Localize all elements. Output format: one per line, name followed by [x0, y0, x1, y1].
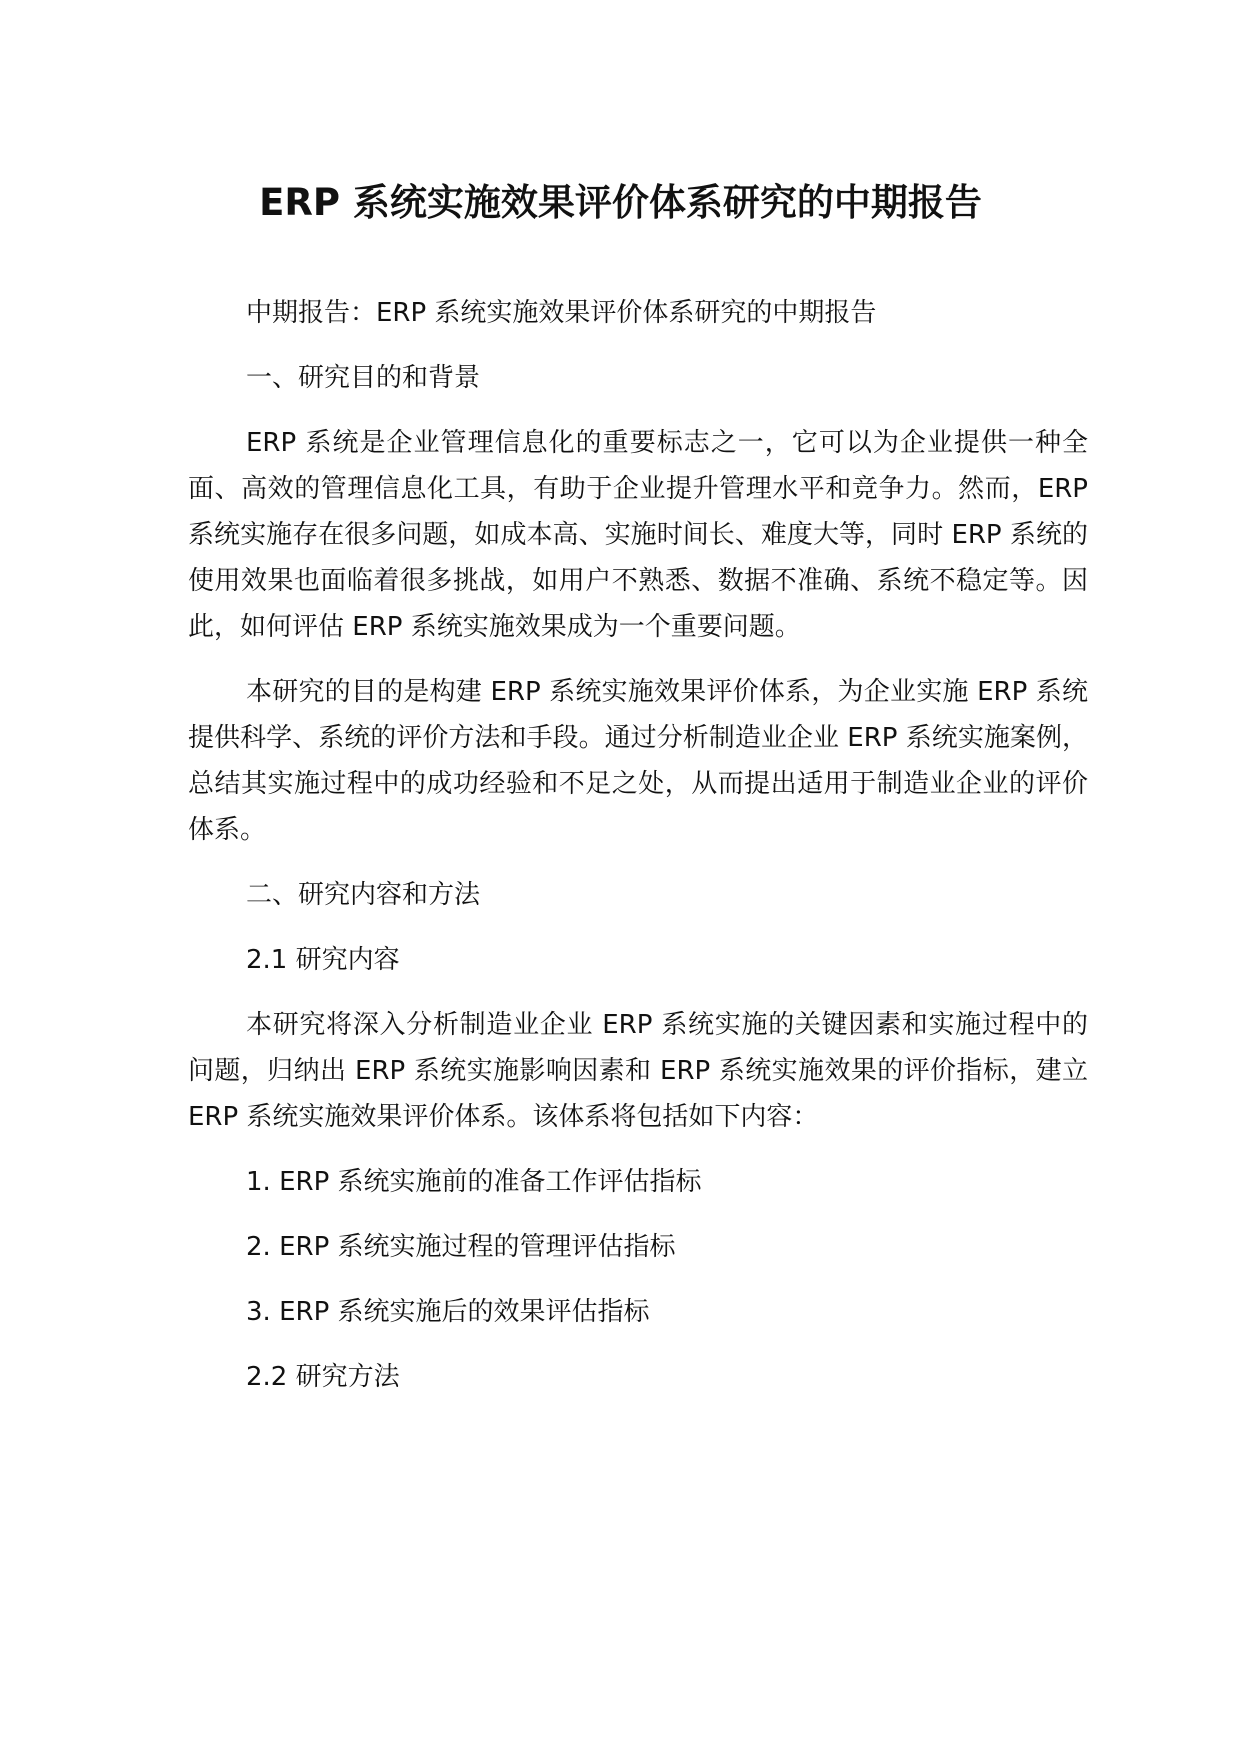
subsection-heading-2-2: 2.2 研究方法 [246, 1362, 400, 1392]
document-body [188, 290, 1088, 1419]
list-item: 3. ERP 系统实施后的效果评估指标 [246, 1297, 650, 1327]
list-item: 2. ERP 系统实施过程的管理评估指标 [246, 1232, 676, 1262]
section-heading-2: 二、研究内容和方法 [246, 880, 481, 910]
document-title: ERP 系统实施效果评价体系研究的中期报告 [259, 181, 982, 224]
purpose-paragraph: 本研究的目的是构建 ERP 系统实施效果评价体系，为企业实施 ERP 系统提供科学、系统的评价方法和手段。通过分析制造业企业 ERP 系统实施案例，总结其实施过程中的成功经验和不足之处，从而提出适用于制造业企业的评价体系。 [188, 677, 1088, 845]
section-heading-1: 一、研究目的和背景 [246, 363, 481, 393]
list-item: 1. ERP 系统实施前的准备工作评估指标 [246, 1167, 702, 1197]
background-paragraph: ERP 系统是企业管理信息化的重要标志之一，它可以为企业提供一种全面、高效的管理信息化工具，有助于企业提升管理水平和竞争力。然而，ERP 系统实施存在很多问题，如成本高、实施时间长、难度大等，同时 ERP 系统的使用效果也面临着很多挑战，如用户不熟悉、数据不准确、系统不稳定等。因此，如何评估 ERP 系统实施效果成为一个重要问题。 [188, 428, 1088, 642]
report-subtitle: 中期报告：ERP 系统实施效果评价体系研究的中期报告 [246, 298, 877, 328]
subsection-heading-2-1: 2.1 研究内容 [246, 945, 400, 975]
content-paragraph: 本研究将深入分析制造业企业 ERP 系统实施的关键因素和实施过程中的问题，归纳出 ERP 系统实施影响因素和 ERP 系统实施效果的评价指标，建立 ERP 系统实施效果评价体系。该体系将包括如下内容： [188, 1010, 1088, 1132]
